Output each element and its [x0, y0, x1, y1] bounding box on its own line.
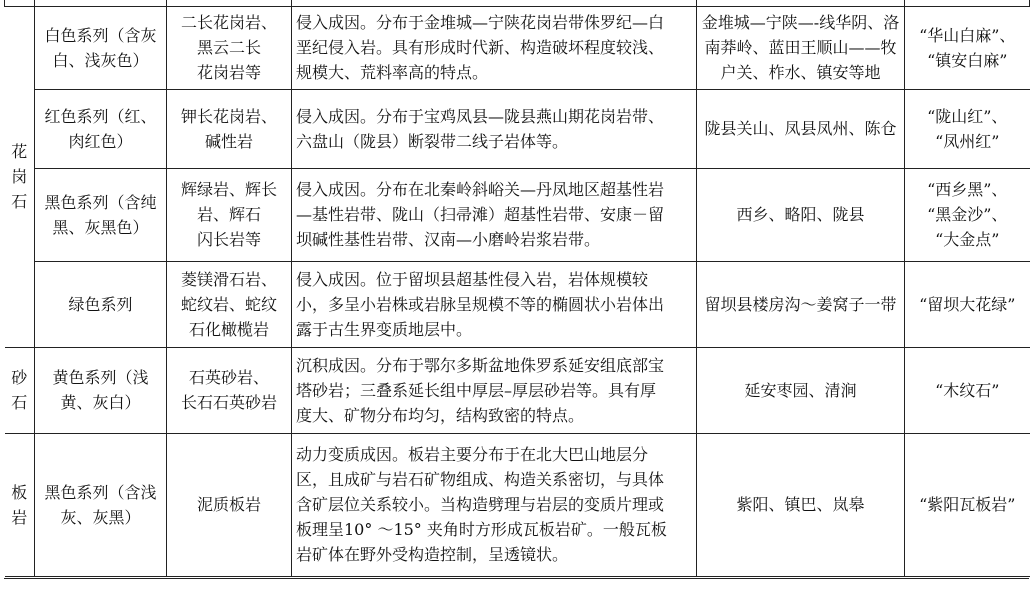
brand-line: “华山白麻”、 — [919, 25, 1016, 45]
brand-line: “紫阳瓦板岩” — [919, 495, 1016, 514]
location-cell — [697, 168, 905, 261]
rock-cell — [167, 347, 292, 433]
series-line: 白、浅灰色） — [52, 50, 149, 70]
description-line: 露于古生界变质地层中。 — [296, 319, 473, 339]
rock-cell — [167, 168, 292, 261]
description-line: 坝碱性基性岩带、汉南—小磨岭岩浆岩带。 — [296, 230, 601, 249]
description-line: 度大、矿物分布均匀，结构致密的特点。 — [296, 405, 585, 425]
category-char: 岗 — [11, 167, 28, 186]
location-cell — [697, 347, 905, 433]
rock-cell — [167, 433, 292, 576]
series-line: 黄色系列（浅 — [52, 368, 149, 387]
series-line: 黑色系列（含浅 — [44, 482, 157, 502]
description-line: 六盘山（陇县）断裂带二线子岩体等。 — [296, 131, 569, 151]
rock-line: 蛇纹岩、蛇纹 — [180, 294, 277, 314]
series-cell — [35, 89, 167, 168]
table-row-granite-green — [5, 261, 1030, 347]
category-char: 岩 — [11, 507, 28, 527]
table-bottom-rule — [4, 578, 1029, 579]
location-line: 金堆城—宁陕—-线华阴、洛 — [701, 13, 900, 32]
description-line: 侵入成因。分布于金堆城—宁陕花岗岩带侏罗纪—白 — [296, 13, 665, 32]
location-line: 户关、柞水、镇安等地 — [720, 63, 881, 82]
series-line: 红色系列（红、 — [44, 106, 157, 126]
series-line: 肉红色） — [68, 131, 133, 151]
category-char: 板 — [11, 482, 28, 502]
description-cell — [292, 347, 697, 433]
category-char: 石 — [11, 192, 28, 211]
series-line: 灰、灰黑） — [60, 507, 141, 527]
description-line: 动力变质成因。板岩主要分布于在北大巴山地层分 — [296, 445, 649, 464]
series-line: 白色系列（含灰 — [44, 25, 157, 45]
rock-line: 岩、辉石 — [196, 205, 261, 224]
stone-resource-table — [4, 0, 1030, 577]
series-cell — [35, 168, 167, 261]
description-line: 沉积成因。分布于鄂尔多斯盆地侏罗系延安组底部宝 — [296, 355, 665, 375]
description-cell — [292, 6, 697, 89]
rock-line: 长石石英砂岩 — [180, 393, 277, 412]
brand-line: “木纹石” — [935, 380, 1000, 400]
brand-cell — [905, 168, 1030, 261]
series-line: 绿色系列 — [68, 294, 133, 314]
brand-line: “黑金沙”、 — [927, 205, 1008, 224]
description-line: 含矿层位关系较小。当构造劈理与岩层的变质片理或 — [296, 495, 665, 514]
rock-line: 石化橄榄岩 — [188, 319, 269, 339]
series-cell — [35, 433, 167, 576]
rock-line: 花岗岩等 — [196, 63, 261, 82]
series-line: 黄、灰白） — [60, 393, 141, 412]
brand-cell — [905, 261, 1030, 347]
series-line: 黑色系列（含纯 — [44, 192, 157, 212]
description-line: 规模大、荒料率高的特点。 — [296, 63, 489, 82]
brand-line: “大金点” — [935, 230, 1000, 249]
rock-line: 二长花岗岩、 — [180, 13, 277, 32]
location-cell — [697, 89, 905, 168]
rock-line: 闪长岩等 — [196, 230, 261, 249]
category-cell-slate — [5, 433, 35, 576]
brand-line: “西乡黑”、 — [927, 180, 1008, 199]
rock-line: 辉绿岩、辉长 — [180, 180, 277, 199]
brand-line: “留坝大花绿” — [919, 294, 1016, 314]
location-line: 延安枣园、清涧 — [744, 380, 857, 400]
table-row-slate-black — [5, 433, 1030, 576]
description-line: 侵入成因。分布在北秦岭斜峪关—丹凤地区超基性岩 — [296, 180, 665, 199]
location-line: 南莽岭、蓝田王顺山——牧 — [704, 38, 897, 57]
description-line: 垩纪侵入岩。具有形成时代新、构造破坏程度较浅、 — [296, 38, 665, 57]
category-char: 砂 — [11, 368, 28, 387]
series-cell — [35, 6, 167, 89]
table-row-sandstone-yellow — [5, 347, 1030, 433]
location-line: 陇县关山、凤县凤州、陈仓 — [704, 119, 897, 138]
description-cell — [292, 89, 697, 168]
location-cell — [697, 433, 905, 576]
table-row-granite-red — [5, 89, 1030, 168]
description-line: 岩矿体在野外受构造控制，呈透镜状。 — [296, 545, 569, 564]
description-line: 侵入成因。分布于宝鸡凤县—陇县燕山期花岗岩带、 — [296, 106, 665, 126]
series-line: 黑、灰黑色） — [52, 217, 149, 237]
description-line: 塔砂岩；三叠系延长组中厚层–厚层砂岩等。具有厚 — [296, 380, 657, 400]
table-row-granite-black — [5, 168, 1030, 261]
series-cell — [35, 261, 167, 347]
rock-line: 石英砂岩、 — [188, 368, 269, 387]
category-cell-granite — [5, 6, 35, 347]
description-line: —基性岩带、陇山（扫帚滩）超基性岩带、安康－留 — [296, 205, 665, 224]
description-line: 侵入成因。位于留坝县超基性侵入岩，岩体规模较 — [296, 269, 649, 289]
brand-line: “陇山红”、 — [927, 106, 1008, 126]
description-line: 板理呈10° ～15° 夹角时方形成瓦板岩矿。一般瓦板 — [296, 520, 667, 539]
brand-line: “凤州红” — [935, 131, 1000, 151]
rock-cell — [167, 89, 292, 168]
rock-line: 泥质板岩 — [196, 495, 261, 514]
description-line: 小，多呈小岩株或岩脉呈规模不等的椭圆状小岩体出 — [296, 294, 665, 314]
rock-line: 黑云二长 — [196, 38, 261, 57]
brand-cell — [905, 89, 1030, 168]
location-line: 留坝县楼房沟～姜窝子一带 — [704, 294, 897, 314]
brand-cell — [905, 6, 1030, 89]
description-cell — [292, 433, 697, 576]
rock-line: 钾长花岗岩、 — [180, 106, 277, 126]
description-cell — [292, 261, 697, 347]
category-char: 石 — [11, 393, 28, 412]
series-cell — [35, 347, 167, 433]
rock-line: 菱镁滑石岩、 — [180, 269, 277, 289]
rock-cell — [167, 6, 292, 89]
location-line: 紫阳、镇巴、岚皋 — [736, 495, 865, 514]
location-cell — [697, 261, 905, 347]
description-line: 区，且成矿与岩石矿物组成、构造关系密切，与具体 — [296, 470, 665, 489]
brand-line: “镇安白麻” — [927, 50, 1008, 70]
table-row-granite-white — [5, 6, 1030, 89]
description-cell — [292, 168, 697, 261]
location-cell — [697, 6, 905, 89]
location-line: 西乡、略阳、陇县 — [736, 205, 865, 224]
category-char: 花 — [11, 142, 28, 161]
rock-cell — [167, 261, 292, 347]
brand-cell — [905, 433, 1030, 576]
brand-cell — [905, 347, 1030, 433]
rock-line: 碱性岩 — [204, 131, 253, 151]
category-cell-sandstone — [5, 347, 35, 433]
